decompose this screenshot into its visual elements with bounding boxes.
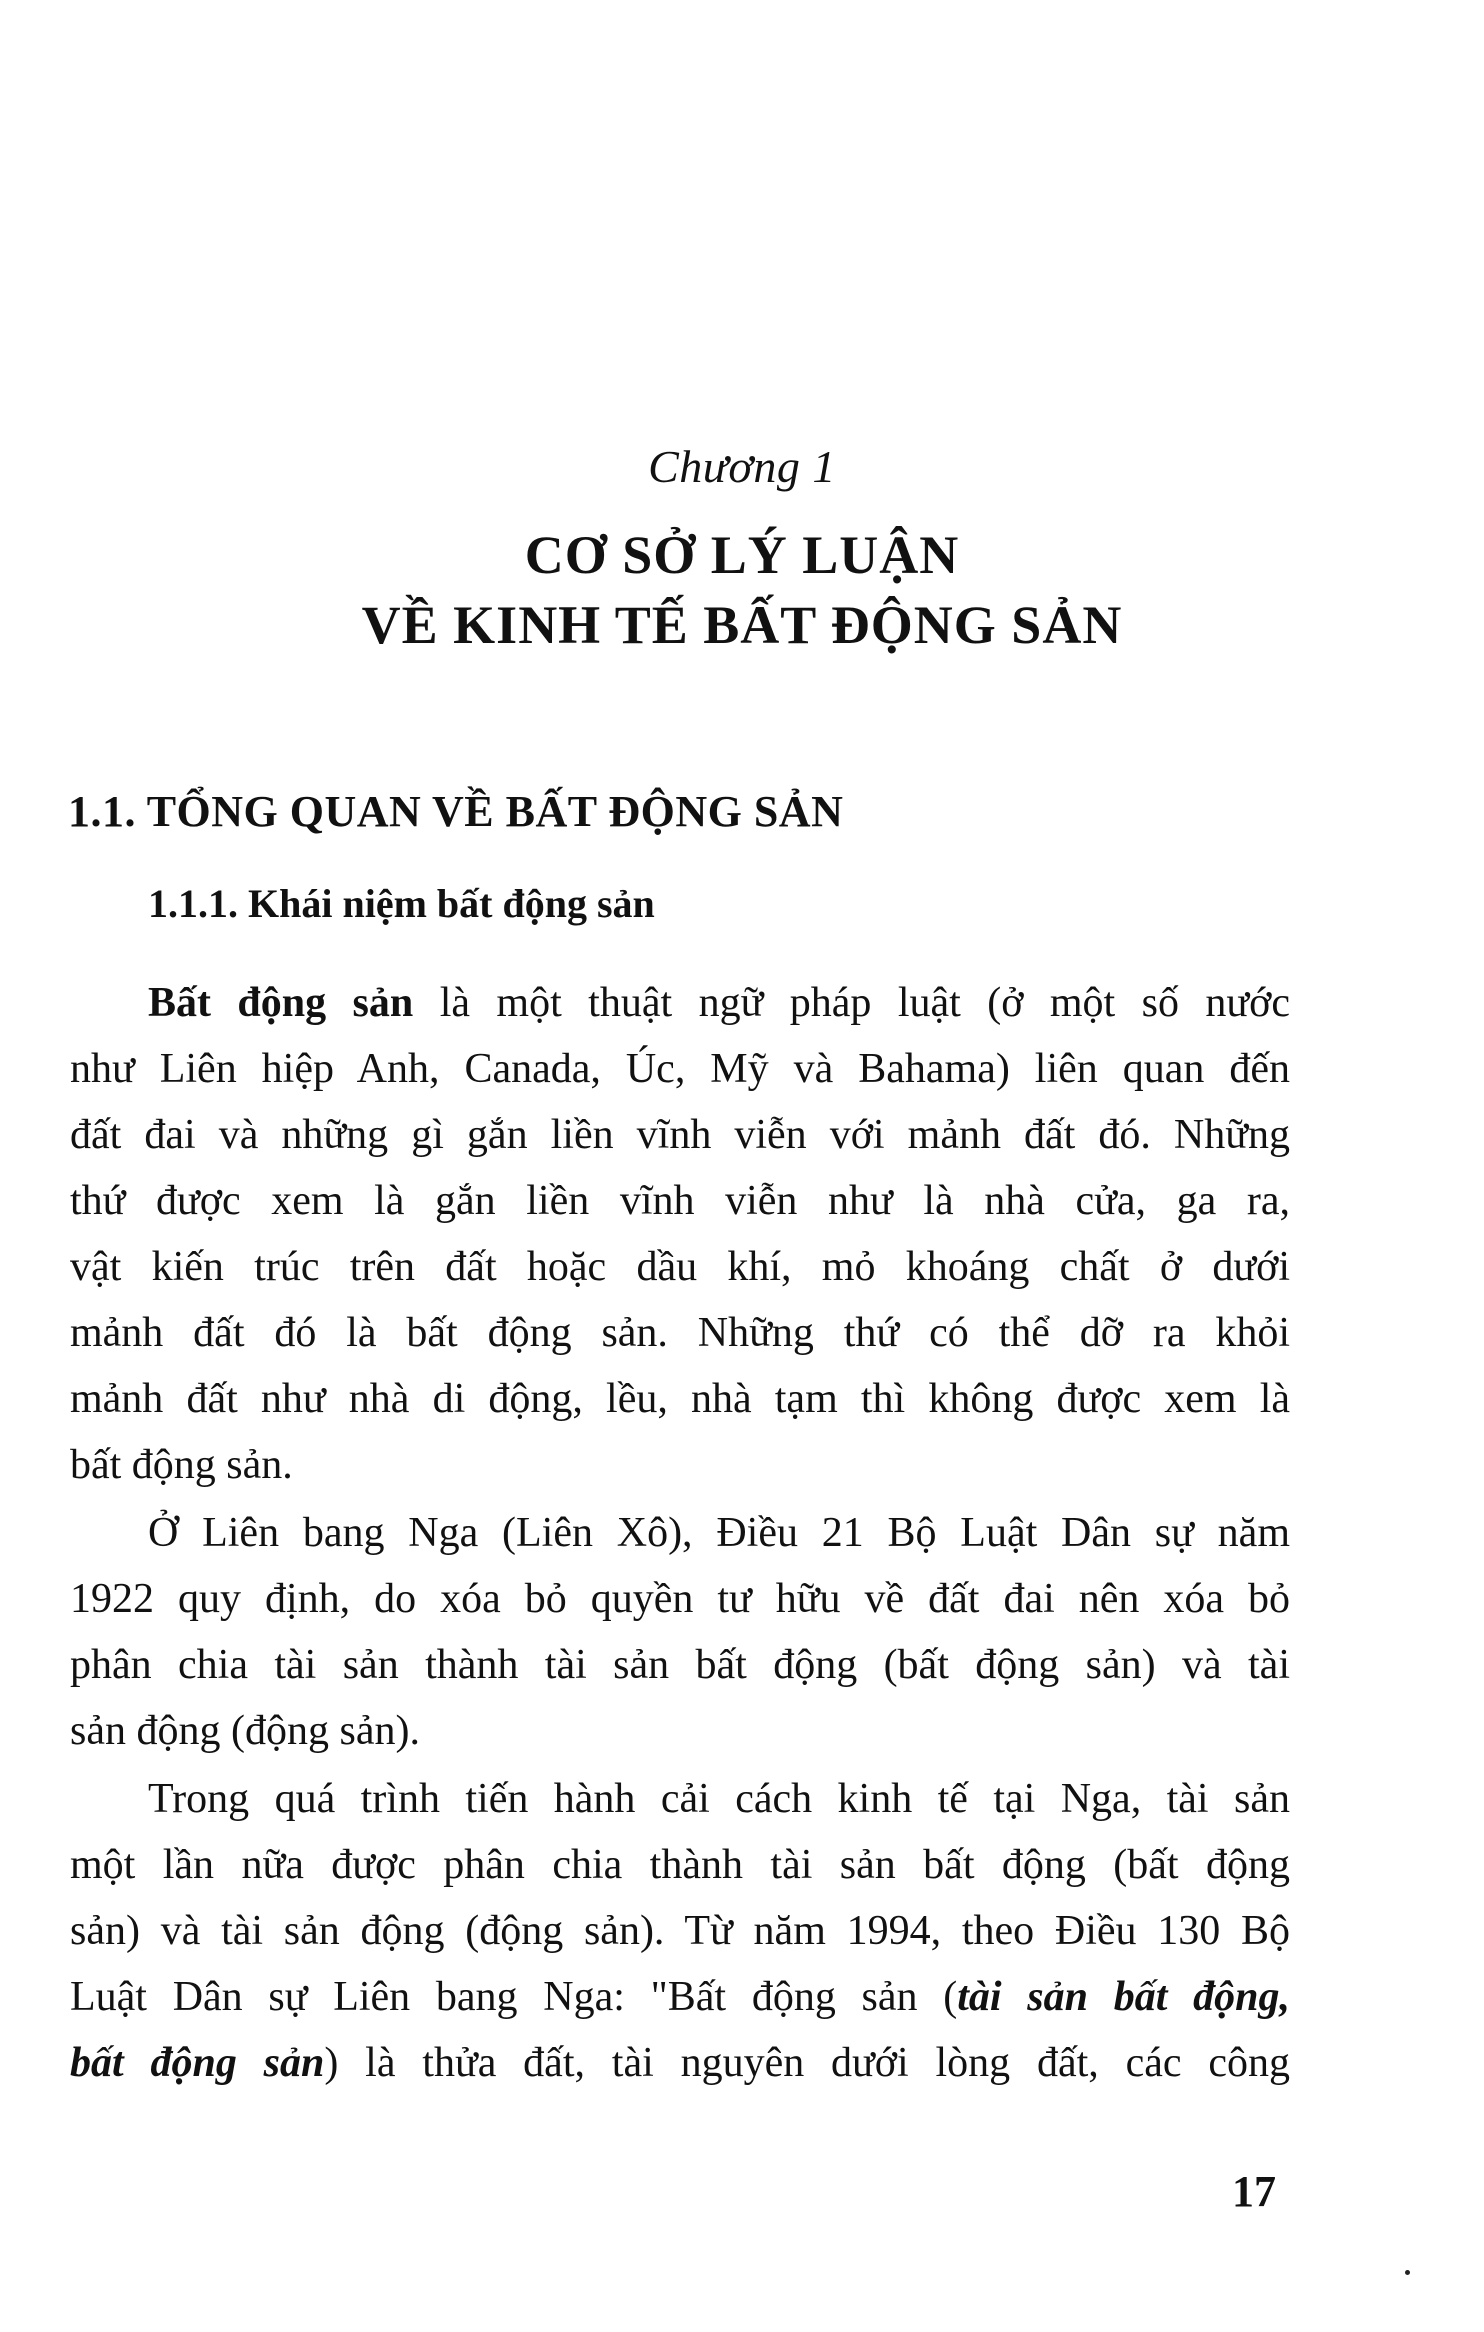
paragraph-2-line-2: 1922 quy định, do xóa bỏ quyền tư hữu về đất đai nên xóa bỏ	[70, 1576, 1290, 1622]
paragraph-3-line-5	[70, 2038, 1290, 2088]
chapter-title-line-2: VỀ KINH TẾ BẤT ĐỘNG SẢN	[361, 595, 1123, 655]
paragraph-3-line-5-text: ) là thửa đất, tài nguyên dưới lòng đất, các công	[324, 2040, 1290, 2086]
paragraph-1-line-3: đất đai và những gì gắn liền vĩnh viễn với mảnh đất đó. Những	[70, 1112, 1290, 1158]
chapter-title-line-1: CƠ SỞ LÝ LUẬN	[524, 525, 960, 585]
section-heading: 1.1. TỔNG QUAN VỀ BẤT ĐỘNG SẢN	[68, 787, 844, 836]
paragraph-2-line-1: Ở Liên bang Nga (Liên Xô), Điều 21 Bộ Luật Dân sự năm	[148, 1510, 1290, 1556]
paragraph-3-line-4	[70, 1972, 1290, 2022]
paragraph-3-line-1: Trong quá trình tiến hành cải cách kinh tế tại Nga, tài sản	[148, 1776, 1290, 1822]
paragraph-1-line-2: như Liên hiệp Anh, Canada, Úc, Mỹ và Bahama) liên quan đến	[70, 1046, 1290, 1092]
paragraph-1-line-1	[148, 978, 1290, 1028]
paragraph-1-line-6: mảnh đất đó là bất động sản. Những thứ có thể dỡ ra khỏi	[70, 1310, 1290, 1356]
paragraph-1-line-4: thứ được xem là gắn liền vĩnh viễn như là nhà cửa, ga ra,	[70, 1178, 1290, 1224]
paragraph-3-line-4-text: Luật Dân sự Liên bang Nga: "Bất động sản (	[70, 1974, 958, 2020]
page-number: 17	[1232, 2167, 1276, 2216]
paragraph-2-line-3: phân chia tài sản thành tài sản bất động (bất động sản) và tài	[70, 1642, 1290, 1688]
emphasis-text: bất động sản	[70, 2040, 325, 2086]
chapter-title	[0, 520, 1484, 660]
paragraph-1-line-8: bất động sản.	[70, 1442, 293, 1488]
paragraph-1-line-5: vật kiến trúc trên đất hoặc dầu khí, mỏ khoáng chất ở dưới	[70, 1244, 1290, 1290]
paragraph-3-line-3: sản) và tài sản động (động sản). Từ năm 1994, theo Điều 130 Bộ	[70, 1908, 1290, 1954]
paragraph-1-line-7: mảnh đất như nhà di động, lều, nhà tạm thì không được xem là	[70, 1376, 1290, 1422]
subsection-heading: 1.1.1. Khái niệm bất động sản	[148, 881, 655, 926]
scan-speck	[1405, 2270, 1410, 2275]
paragraph-3-line-2: một lần nữa được phân chia thành tài sản bất động (bất động	[70, 1842, 1290, 1888]
emphasis-text: tài sản bất động,	[957, 1974, 1290, 2020]
paragraph-1-line-1-text: là một thuật ngữ pháp luật (ở một số nước	[413, 980, 1290, 1026]
chapter-label: Chương 1	[648, 441, 836, 492]
term-bold: Bất động sản	[148, 980, 414, 1026]
paragraph-2-line-4: sản động (động sản).	[70, 1708, 420, 1754]
